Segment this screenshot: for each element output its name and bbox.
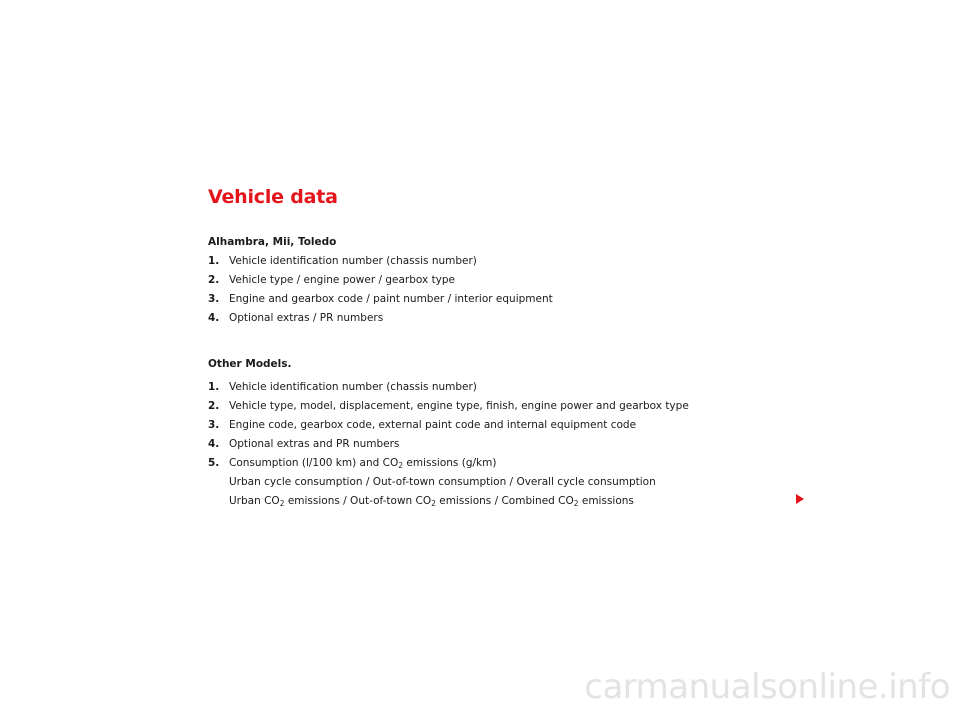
subscript: 2 [279,499,285,508]
emissions-text: emissions (g/km) [403,457,497,469]
item-text: Vehicle identification number (chassis number) [229,381,477,393]
subscript: 2 [573,499,579,508]
item-number: 5. [208,457,220,469]
item-number: 3. [208,293,220,305]
consumption-text: Consumption (l/100 km) and CO [229,457,399,469]
item-text: Engine code, gearbox code, external paint code and internal equipment code [229,419,637,431]
item-text [229,454,496,473]
item-text: Optional extras and PR numbers [229,438,400,450]
item-number: 1. [208,255,220,267]
item-number: 2. [208,400,220,412]
subscript: 2 [398,461,404,470]
item-text: Optional extras / PR numbers [229,312,384,324]
item-text: Vehicle identification number (chassis number) [229,255,477,267]
urban-co2-text: Urban CO [229,495,280,507]
item-number: 4. [208,312,220,324]
item-text: Vehicle type / engine power / gearbox type [229,274,456,286]
section-heading-alhambra: Alhambra, Mii, Toledo [208,236,337,248]
item-number: 4. [208,438,220,450]
continue-arrow-icon [796,494,804,504]
emissions-detail-line [229,492,634,511]
out-of-town-co2-text: emissions / Out-of-town CO [284,495,432,507]
emissions-suffix-text: emissions [578,495,634,507]
combined-co2-text: emissions / Combined CO [435,495,574,507]
watermark: carmanualsonline.info [584,667,950,707]
consumption-detail-line: Urban cycle consumption / Out-of-town consumption / Overall cycle consumption [229,476,656,488]
section-heading-other-models: Other Models. [208,358,292,370]
item-text: Vehicle type, model, displacement, engine type, finish, engine power and gearbox type [229,400,689,412]
page-title: Vehicle data [208,186,338,208]
item-number: 2. [208,274,220,286]
item-text: Engine and gearbox code / paint number / interior equipment [229,293,553,305]
item-number: 1. [208,381,220,393]
item-number: 3. [208,419,220,431]
subscript: 2 [431,499,436,508]
